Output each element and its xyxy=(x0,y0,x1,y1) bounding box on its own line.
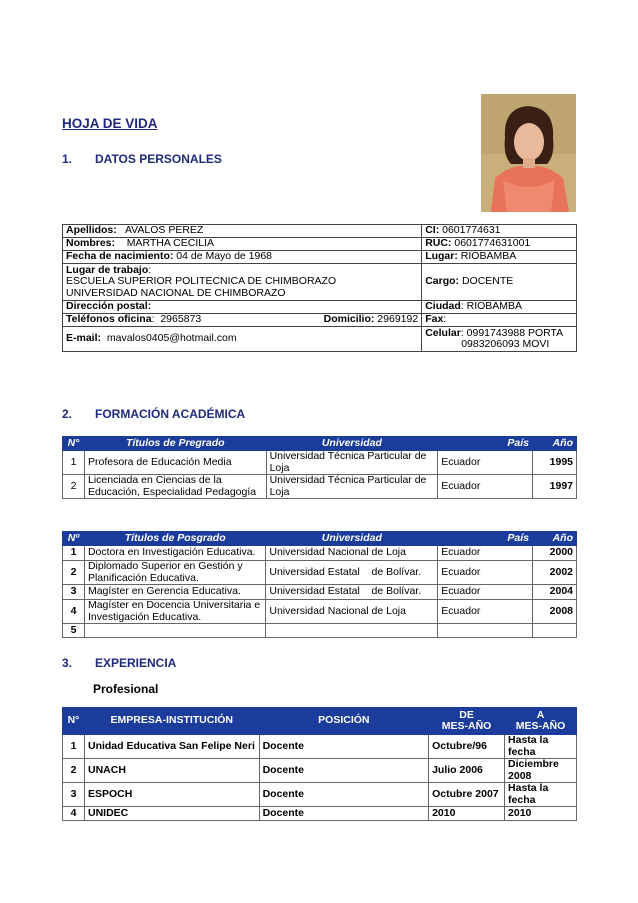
table-row: 3 Magíster en Gerencia Educativa. Universidad Estatal de Bolívar. Ecuador 2004 xyxy=(63,585,577,600)
table-row: 2 Diplomado Superior en Gestión y Planificación Educativa. Universidad Estatal de Bolívar. Ecuador 2002 xyxy=(63,561,577,585)
personal-data-table xyxy=(62,224,577,352)
table-row: 1 Profesora de Educación Media Universidad Técnica Particular de Loja Ecuador 1995 xyxy=(63,451,577,475)
col-header-universidad: Universidad xyxy=(266,437,438,451)
section-number: 2. xyxy=(62,407,73,421)
profile-photo xyxy=(481,94,576,212)
ruc-cell: RUC: 0601774631001 xyxy=(422,238,577,251)
experiencia-table xyxy=(62,707,577,821)
section-title: FORMACIÓN ACADÉMICA xyxy=(95,407,246,421)
col-header-de: DE MES-AÑO xyxy=(429,708,505,735)
ci-cell: CI: 0601774631 xyxy=(422,225,577,238)
table-row: 2 Licenciada en Ciencias de la Educación, Especialidad Pedagogía Universidad Técnica Particular de Loja Ecuador 1997 xyxy=(63,475,577,499)
section-formacion xyxy=(62,407,245,421)
posgrado-table xyxy=(62,531,577,638)
telefonos-cell: Teléfonos oficina: 2965873 Domicilio: 2969192 xyxy=(63,314,422,327)
col-header-n: N° xyxy=(63,708,85,735)
section-title: DATOS PERSONALES xyxy=(95,152,222,166)
col-header-titulo: Títulos de Pregrado xyxy=(84,437,266,451)
section-datos-personales xyxy=(62,152,222,166)
section-title: EXPERIENCIA xyxy=(95,656,177,670)
table-row: 1 Unidad Educativa San Felipe Neri Docente Octubre/96 Hasta la fecha xyxy=(63,735,577,759)
col-header-pais: País xyxy=(438,437,533,451)
section-experiencia xyxy=(62,656,176,670)
subsection-title: Profesional xyxy=(93,682,159,696)
table-row: 4 Magíster en Docencia Universitaria e Investigación Educativa. Universidad Nacional de Loja Ecuador 2008 xyxy=(63,600,577,624)
col-header-a: A MES-AÑO xyxy=(505,708,577,735)
ciudad-cell: Ciudad: RIOBAMBA xyxy=(422,301,577,314)
email-cell: E-mail: mavalos0405@hotmail.com xyxy=(63,327,422,352)
table-row: 1 Doctora en Investigación Educativa. Universidad Nacional de Loja Ecuador 2000 xyxy=(63,546,577,561)
section-number: 1. xyxy=(62,152,73,166)
direccion-cell: Dirección postal: xyxy=(63,301,422,314)
trabajo-cell: Lugar de trabajo: ESCUELA SUPERIOR POLITECNICA DE CHIMBORAZO UNIVERSIDAD NACIONAL DE CHIMBORAZO xyxy=(63,264,422,301)
col-header-pais: País xyxy=(438,532,533,546)
section-number: 3. xyxy=(62,656,73,670)
table-row: 5 xyxy=(63,624,577,638)
col-header-posicion: POSICIÓN xyxy=(259,708,429,735)
col-header-titulo: Títulos de Posgrado xyxy=(84,532,265,546)
table-row: 2 UNACH Docente Julio 2006 Diciembre 2008 xyxy=(63,759,577,783)
cargo-cell: Cargo: DOCENTE xyxy=(422,264,577,301)
table-row: 4 UNIDEC Docente 2010 2010 xyxy=(63,807,577,821)
table-row: 3 ESPOCH Docente Octubre 2007 Hasta la fecha xyxy=(63,783,577,807)
col-header-anio: Año xyxy=(533,532,577,546)
apellidos-cell: Apellidos: AVALOS PEREZ xyxy=(63,225,422,238)
celular-cell: Celular: 0991743988 PORTA 0983206093 MOVI xyxy=(422,327,577,352)
col-header-n: Nº xyxy=(63,532,85,546)
pregrado-table xyxy=(62,436,577,499)
col-header-n: N° xyxy=(63,437,85,451)
col-header-empresa: EMPRESA-INSTITUCIÓN xyxy=(84,708,259,735)
page-title: HOJA DE VIDA xyxy=(62,116,158,131)
fax-cell: Fax: xyxy=(422,314,577,327)
lugar-cell: Lugar: RIOBAMBA xyxy=(422,251,577,264)
col-header-anio: Año xyxy=(533,437,577,451)
nacimiento-cell: Fecha de nacimiento: 04 de Mayo de 1968 xyxy=(63,251,422,264)
col-header-universidad: Universidad xyxy=(266,532,438,546)
nombres-cell: Nombres: MARTHA CECILIA xyxy=(63,238,422,251)
